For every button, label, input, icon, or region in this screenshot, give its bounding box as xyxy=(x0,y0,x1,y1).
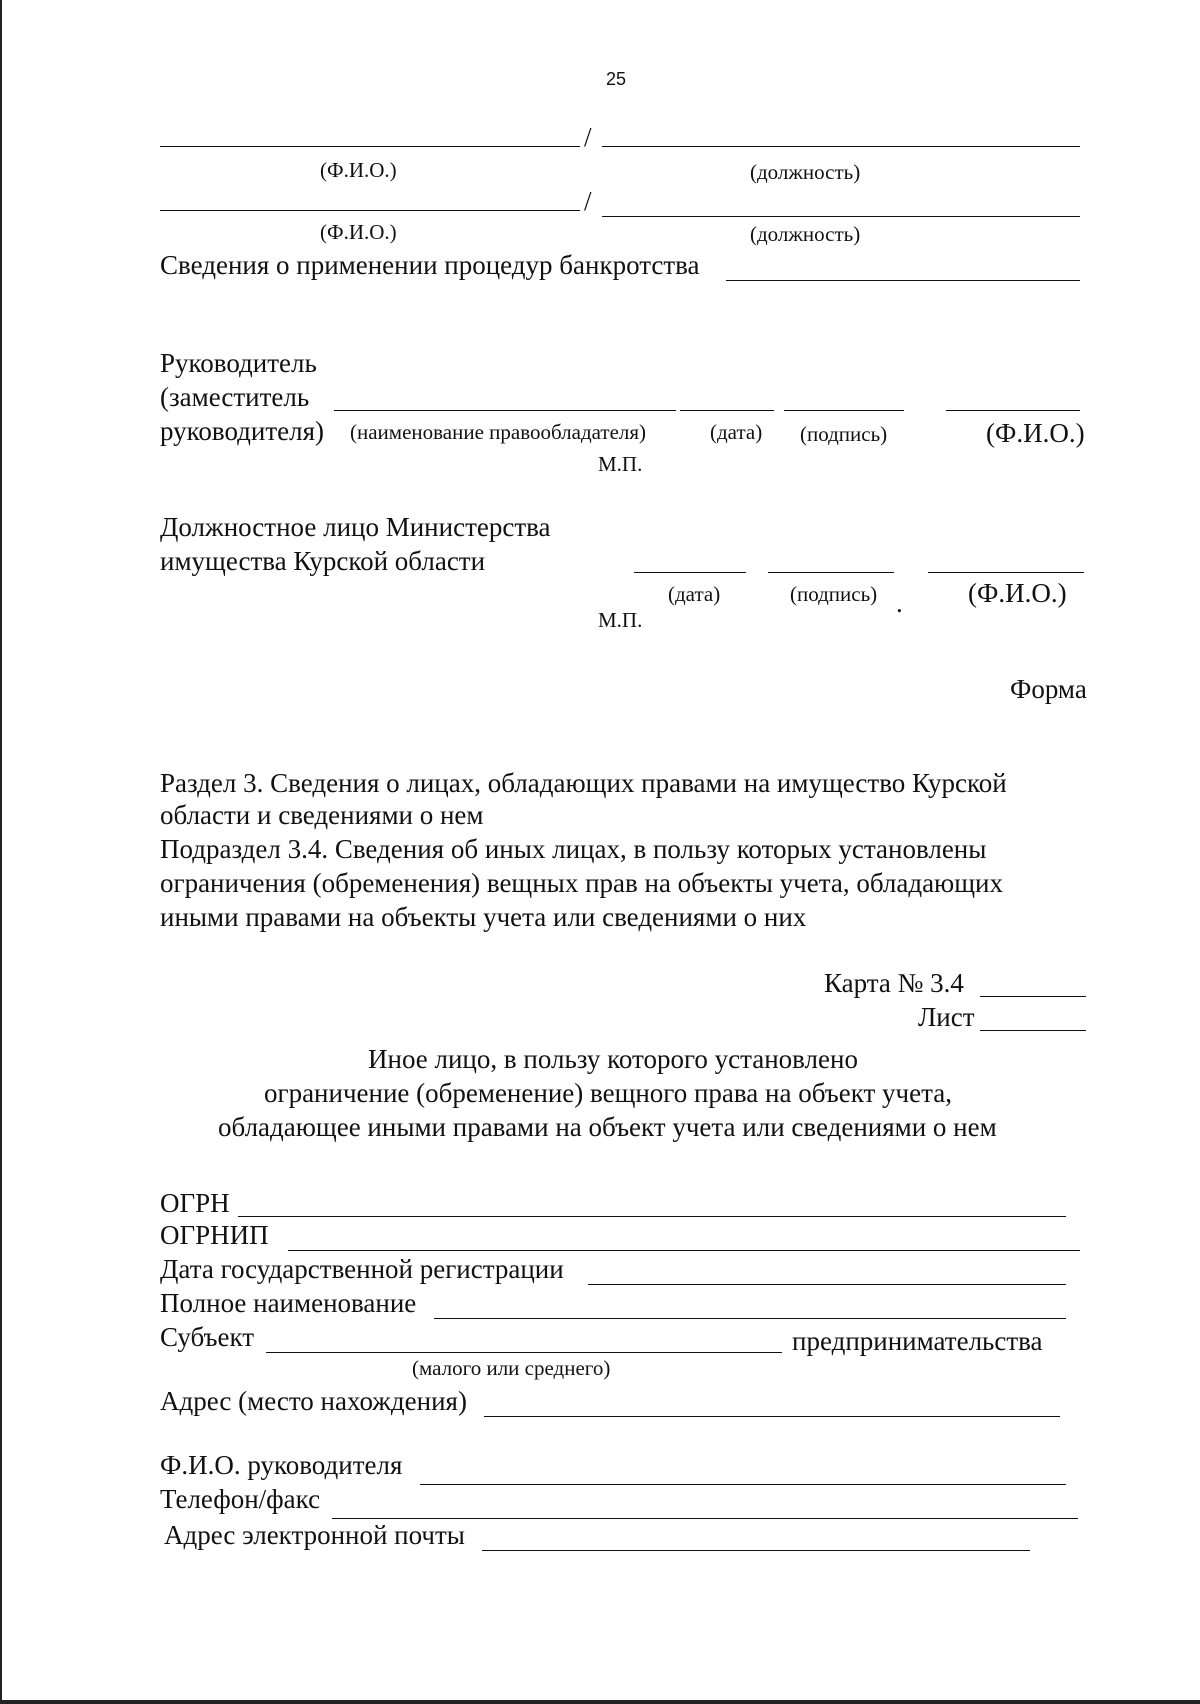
phone-line xyxy=(332,1518,1078,1519)
email-line xyxy=(482,1550,1030,1551)
subject-line xyxy=(266,1352,782,1353)
position-line-2 xyxy=(602,216,1080,217)
sheet-line xyxy=(980,1030,1086,1031)
sheet-label: Лист xyxy=(918,1002,975,1032)
head-fio-field-label: Ф.И.О. руководителя xyxy=(160,1450,403,1480)
reg-date-line xyxy=(588,1284,1066,1285)
fio-line-2 xyxy=(160,210,580,211)
subsection-line3: иными правами на объекты учета или сведениями о них xyxy=(160,902,807,932)
position-label-2: (должность) xyxy=(750,222,861,246)
title-line1: Иное лицо, в пользу которого установлено xyxy=(368,1044,858,1074)
subsection-line2: ограничения (обременения) вещных прав на объекты учета, обладающих xyxy=(160,868,1003,898)
form-label: Форма xyxy=(1010,674,1087,704)
full-name-label: Полное наименование xyxy=(160,1288,417,1318)
head-title-line1: Руководитель xyxy=(160,348,317,378)
official-fio-label: (Ф.И.О.) xyxy=(968,578,1067,608)
head-fio-label: (Ф.И.О.) xyxy=(986,418,1085,448)
head-stamp: М.П. xyxy=(598,452,643,476)
email-label: Адрес электронной почты xyxy=(164,1520,465,1550)
phone-label: Телефон/факс xyxy=(160,1484,321,1514)
fio-label-2: (Ф.И.О.) xyxy=(320,220,397,244)
subject-hint: (малого или среднего) xyxy=(412,1356,611,1380)
section-line2: области и сведениями о нем xyxy=(160,800,484,830)
official-sign-label: (подпись) xyxy=(790,582,878,606)
head-fio-line xyxy=(946,410,1080,411)
title-line2: ограничение (обременение) вещного права на объект учета, xyxy=(264,1078,952,1108)
holder-label: (наименование правообладателя) xyxy=(350,420,647,444)
head-sign-label: (подпись) xyxy=(800,422,888,446)
full-name-line xyxy=(434,1318,1066,1319)
bankruptcy-line xyxy=(726,280,1080,281)
slash-2: / xyxy=(584,186,592,216)
ogrnip-label: ОГРНИП xyxy=(160,1220,269,1250)
official-title-line2: имущества Курской области xyxy=(160,546,486,576)
head-date-label: (дата) xyxy=(710,420,763,444)
head-title-line3: руководителя) xyxy=(160,416,325,446)
card-line xyxy=(980,996,1086,997)
title-line3: обладающее иными правами на объект учета или сведениями о нем xyxy=(218,1112,997,1142)
fio-label-1: (Ф.И.О.) xyxy=(320,158,397,182)
slash-1: / xyxy=(584,122,592,152)
official-stamp: М.П. xyxy=(598,608,643,632)
official-title-line1: Должностное лицо Министерства xyxy=(160,512,551,542)
ogrn-line xyxy=(238,1216,1066,1217)
subsection-line1: Подраздел 3.4. Сведения об иных лицах, в пользу которых установлены xyxy=(160,834,987,864)
scan-left-edge xyxy=(0,0,2,1704)
official-fio-line xyxy=(928,572,1084,573)
page-number: 25 xyxy=(606,69,627,89)
official-dot: . xyxy=(896,588,903,618)
holder-line xyxy=(334,410,676,411)
head-date-line xyxy=(680,410,774,411)
section-line1: Раздел 3. Сведения о лицах, обладающих правами на имущество Курской xyxy=(160,768,1007,798)
head-sign-line xyxy=(784,410,904,411)
card-label: Карта № 3.4 xyxy=(824,968,964,998)
ogrnip-line xyxy=(288,1250,1080,1251)
ogrn-label: ОГРН xyxy=(160,1188,230,1218)
scan-bottom-edge xyxy=(0,1700,1200,1704)
position-label-1: (должность) xyxy=(750,160,861,184)
subject-label: Субъект xyxy=(160,1322,255,1352)
official-date-label: (дата) xyxy=(668,582,721,606)
fio-line-1 xyxy=(160,146,580,147)
entrepreneurship-label: предпринимательства xyxy=(792,1326,1043,1356)
official-sign-line xyxy=(768,572,894,573)
reg-date-label: Дата государственной регистрации xyxy=(160,1254,564,1284)
address-label: Адрес (место нахождения) xyxy=(160,1386,467,1416)
head-title-line2: (заместитель xyxy=(160,382,310,412)
official-date-line xyxy=(634,572,746,573)
head-fio-field-line xyxy=(420,1484,1066,1485)
address-line xyxy=(484,1416,1060,1417)
bankruptcy-label: Сведения о применении процедур банкротства xyxy=(160,250,700,280)
position-line-1 xyxy=(602,146,1080,147)
